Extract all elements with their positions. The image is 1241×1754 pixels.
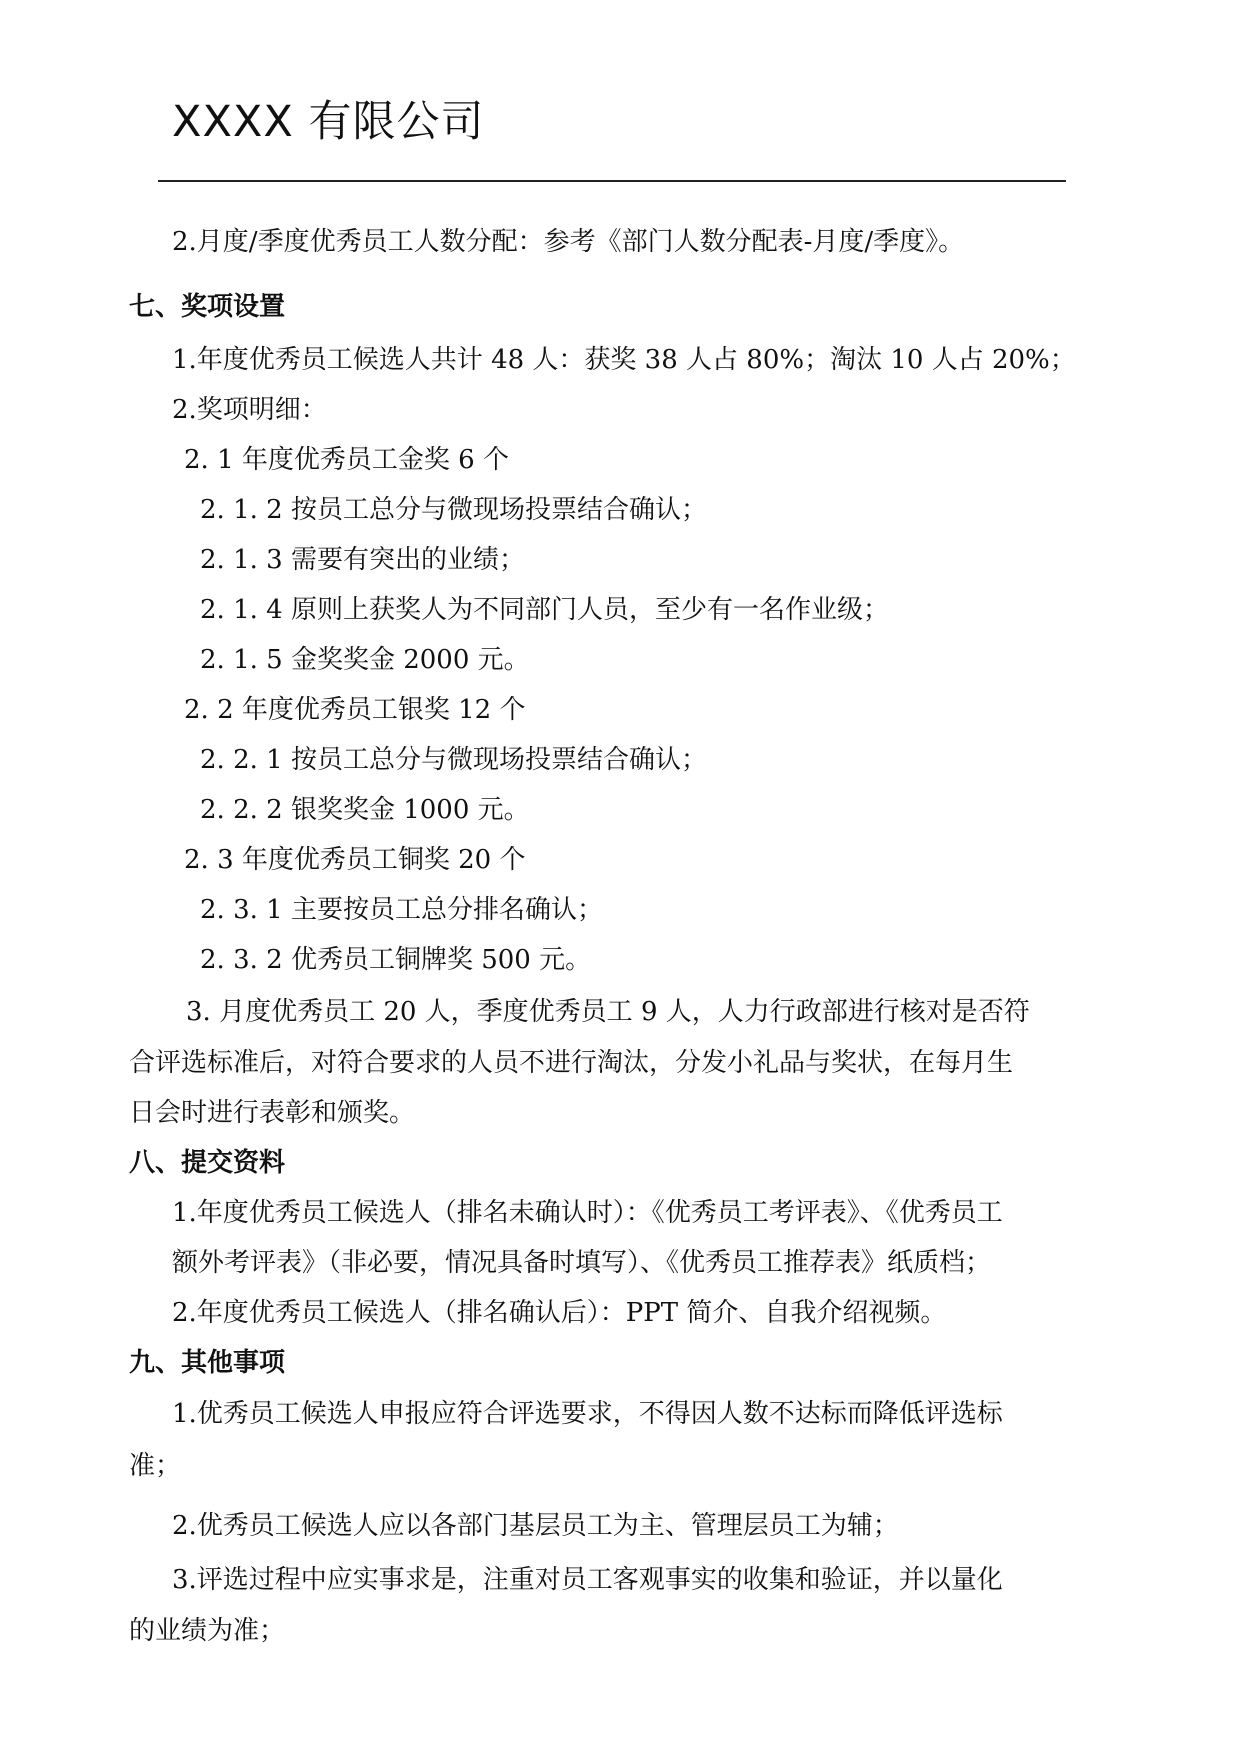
list-item-level2: 2. 3 年度优秀员工铜奖 20 个 (184, 845, 526, 875)
section-heading-submission: 八、提交资料 (129, 1148, 286, 1178)
paragraph-line: 2.月度/季度优秀员工人数分配：参考《部门人数分配表-月度/季度》。 (172, 227, 965, 257)
paragraph-line: 合评选标准后，对符合要求的人员不进行淘汰，分发小礼品与奖状，在每月生 (129, 1048, 1014, 1078)
list-item-level3: 2. 2. 2 银奖奖金 1000 元。 (200, 795, 530, 825)
company-name: XXXX 有限公司 (172, 97, 485, 147)
paragraph-line: 2.奖项明细： (172, 395, 327, 425)
header-divider (158, 180, 1066, 182)
list-item-level3: 2. 3. 1 主要按员工总分排名确认； (200, 895, 603, 925)
paragraph-line: 3.评选过程中应实事求是，注重对员工客观事实的收集和验证，并以量化 (172, 1565, 1003, 1595)
paragraph-line: 准； (129, 1451, 182, 1481)
paragraph-line: 的业绩为准； (129, 1616, 286, 1646)
paragraph-line: 日会时进行表彰和颁奖。 (129, 1098, 416, 1128)
paragraph-line: 1.优秀员工候选人申报应符合评选要求，不得因人数不达标而降低评选标 (172, 1399, 1003, 1429)
list-item-level3: 2. 1. 3 需要有突出的业绩； (200, 545, 525, 575)
section-heading-awards: 七、奖项设置 (129, 292, 286, 322)
paragraph-line: 1.年度优秀员工候选人共计 48 人：获奖 38 人占 80%；淘汰 10 人占 20%； (172, 345, 1076, 375)
list-item-level3: 2. 2. 1 按员工总分与微现场投票结合确认； (200, 745, 707, 775)
list-item-level3: 2. 1. 4 原则上获奖人为不同部门人员，至少有一名作业级； (200, 595, 889, 625)
paragraph-line: 3. 月度优秀员工 20 人，季度优秀员工 9 人，人力行政部进行核对是否符 (186, 997, 1030, 1027)
section-heading-other: 九、其他事项 (129, 1348, 286, 1378)
list-item-level2: 2. 1 年度优秀员工金奖 6 个 (184, 445, 509, 475)
paragraph-line: 1.年度优秀员工候选人（排名未确认时）：《优秀员工考评表》、《优秀员工 (172, 1198, 1003, 1228)
paragraph-line: 2.优秀员工候选人应以各部门基层员工为主、管理层员工为辅； (172, 1511, 899, 1541)
paragraph-line: 额外考评表》（非必要，情况具备时填写）、《优秀员工推荐表》纸质档； (172, 1248, 992, 1278)
list-item-level3: 2. 3. 2 优秀员工铜牌奖 500 元。 (200, 945, 592, 975)
paragraph-line: 2.年度优秀员工候选人（排名确认后）：PPT 简介、自我介绍视频。 (172, 1298, 947, 1328)
list-item-level3: 2. 1. 2 按员工总分与微现场投票结合确认； (200, 495, 707, 525)
list-item-level3: 2. 1. 5 金奖奖金 2000 元。 (200, 645, 530, 675)
list-item-level2: 2. 2 年度优秀员工银奖 12 个 (184, 695, 526, 725)
